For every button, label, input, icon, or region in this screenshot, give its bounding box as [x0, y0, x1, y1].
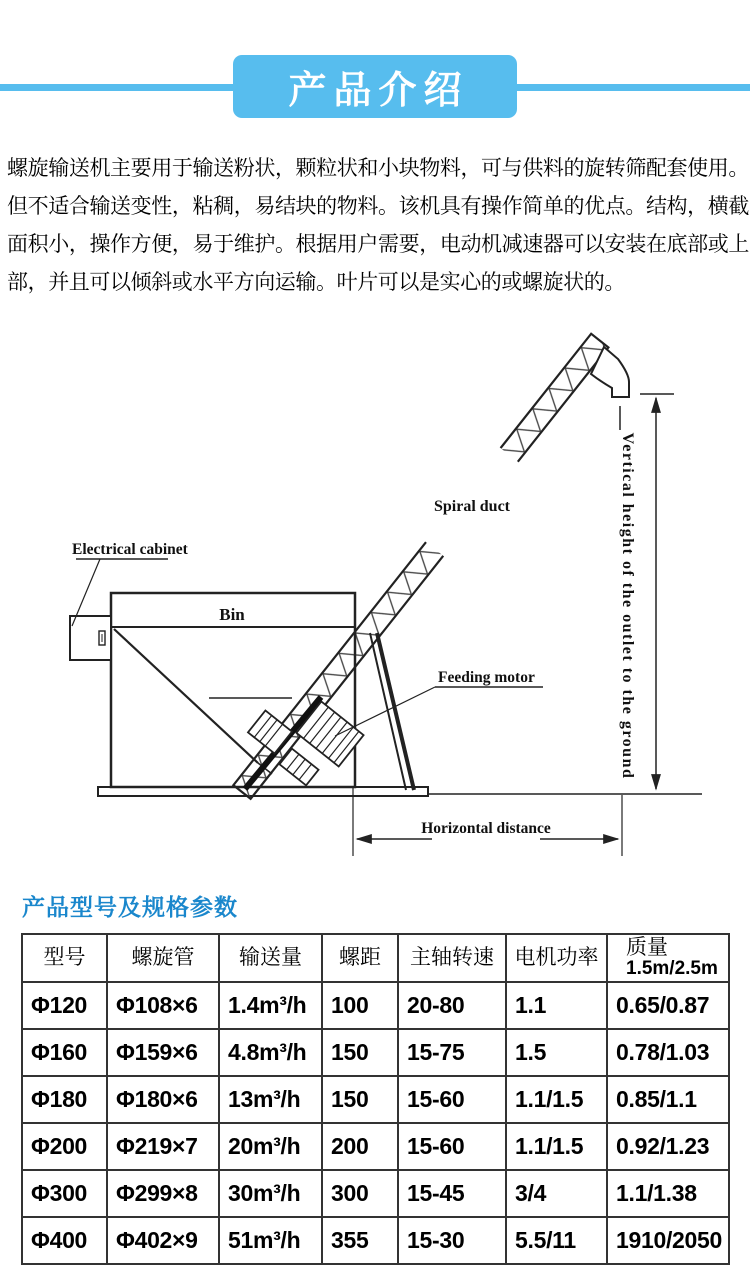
table-row: [22, 1217, 729, 1264]
cell-pitch: 355: [322, 1217, 398, 1264]
cell-mass: 0.92/1.23: [607, 1123, 729, 1170]
product-intro-paragraph: 螺旋输送机主要用于输送粉状，颗粒状和小块物料，可与供料的旋转筛配套使用。但不适合输送变性，粘稠，易结块的物料。该机具有操作简单的优点。结构，横截面积小，操作方便，易于维护。根据用户需要，电动机减速器可以安装在底部或上部，并且可以倾斜或水平方向运输。叶片可以是实心的或螺旋状的。: [7, 157, 749, 294]
header-model: 型号: [22, 934, 107, 982]
cell-spiral-tube: Φ219×7: [107, 1123, 219, 1170]
header-spiral-tube: 螺旋管: [107, 934, 219, 982]
cell-model: Φ400: [22, 1217, 107, 1264]
table-row: [22, 1123, 729, 1170]
table-row: [22, 982, 729, 1029]
cell-pitch: 150: [322, 1076, 398, 1123]
cell-motor-power: 1.1/1.5: [506, 1076, 607, 1123]
cell-motor-power: 3/4: [506, 1170, 607, 1217]
header-motor-power: 电机功率: [506, 934, 607, 982]
cell-spiral-tube: Φ159×6: [107, 1029, 219, 1076]
cell-model: Φ200: [22, 1123, 107, 1170]
cell-spindle-speed: 15-75: [398, 1029, 506, 1076]
hopper-diagonal: [114, 629, 258, 763]
cell-mass: 0.85/1.1: [607, 1076, 729, 1123]
cell-motor-power: 5.5/11: [506, 1217, 607, 1264]
cell-model: Φ120: [22, 982, 107, 1029]
header-mass-line2: 1.5m/2.5m: [626, 958, 718, 980]
feeding-motor-label: Feeding motor: [438, 669, 535, 686]
bin-label: Bin: [219, 605, 245, 624]
cell-mass: 1.1/1.38: [607, 1170, 729, 1217]
table-row: [22, 1076, 729, 1123]
header-capacity: 输送量: [219, 934, 322, 982]
cell-pitch: 300: [322, 1170, 398, 1217]
cell-pitch: 150: [322, 1029, 398, 1076]
cell-spiral-tube: Φ402×9: [107, 1217, 219, 1264]
machine-base-plate: [98, 787, 428, 796]
cell-spiral-tube: Φ299×8: [107, 1170, 219, 1217]
cell-spiral-tube: Φ108×6: [107, 982, 219, 1029]
cell-mass: 1910/2050: [607, 1217, 729, 1264]
electrical-cabinet-label: Electrical cabinet: [72, 541, 188, 558]
vertical-height-label: Vertical height of the outlet to the ground: [619, 432, 636, 780]
horizontal-distance-label: Horizontal distance: [421, 820, 551, 837]
cell-motor-power: 1.1/1.5: [506, 1123, 607, 1170]
header-pitch: 螺距: [322, 934, 398, 982]
cell-spiral-tube: Φ180×6: [107, 1076, 219, 1123]
cell-capacity: 13m³/h: [219, 1076, 322, 1123]
spiral-duct-label: Spiral duct: [433, 498, 511, 515]
cell-capacity: 1.4m³/h: [219, 982, 322, 1029]
cell-spindle-speed: 15-30: [398, 1217, 506, 1264]
cell-model: Φ300: [22, 1170, 107, 1217]
conveyor-diagram: [0, 330, 750, 880]
header-spindle-speed: 主轴转速: [398, 934, 506, 982]
banner-title: 产品介绍: [288, 70, 469, 112]
cell-model: Φ160: [22, 1029, 107, 1076]
cell-capacity: 30m³/h: [219, 1170, 322, 1217]
specs-section-title: 产品型号及规格参数: [22, 894, 238, 920]
cell-capacity: 20m³/h: [219, 1123, 322, 1170]
table-header-row: [22, 934, 729, 982]
cell-spindle-speed: 15-60: [398, 1123, 506, 1170]
header-mass: [607, 934, 729, 982]
cell-mass: 0.78/1.03: [607, 1029, 729, 1076]
cell-capacity: 51m³/h: [219, 1217, 322, 1264]
specs-table: [21, 933, 730, 1265]
section-banner: [233, 55, 517, 118]
header-mass-line1: 质量: [626, 936, 668, 959]
cell-motor-power: 1.5: [506, 1029, 607, 1076]
cell-spindle-speed: 20-80: [398, 982, 506, 1029]
cell-model: Φ180: [22, 1076, 107, 1123]
cell-spindle-speed: 15-45: [398, 1170, 506, 1217]
cell-spindle-speed: 15-60: [398, 1076, 506, 1123]
support-leg-front: [370, 633, 406, 790]
support-leg-back: [377, 633, 414, 790]
table-row: [22, 1029, 729, 1076]
cell-pitch: 200: [322, 1123, 398, 1170]
cell-capacity: 4.8m³/h: [219, 1029, 322, 1076]
cell-motor-power: 1.1: [506, 982, 607, 1029]
table-row: [22, 1170, 729, 1217]
cell-mass: 0.65/0.87: [607, 982, 729, 1029]
cell-pitch: 100: [322, 982, 398, 1029]
